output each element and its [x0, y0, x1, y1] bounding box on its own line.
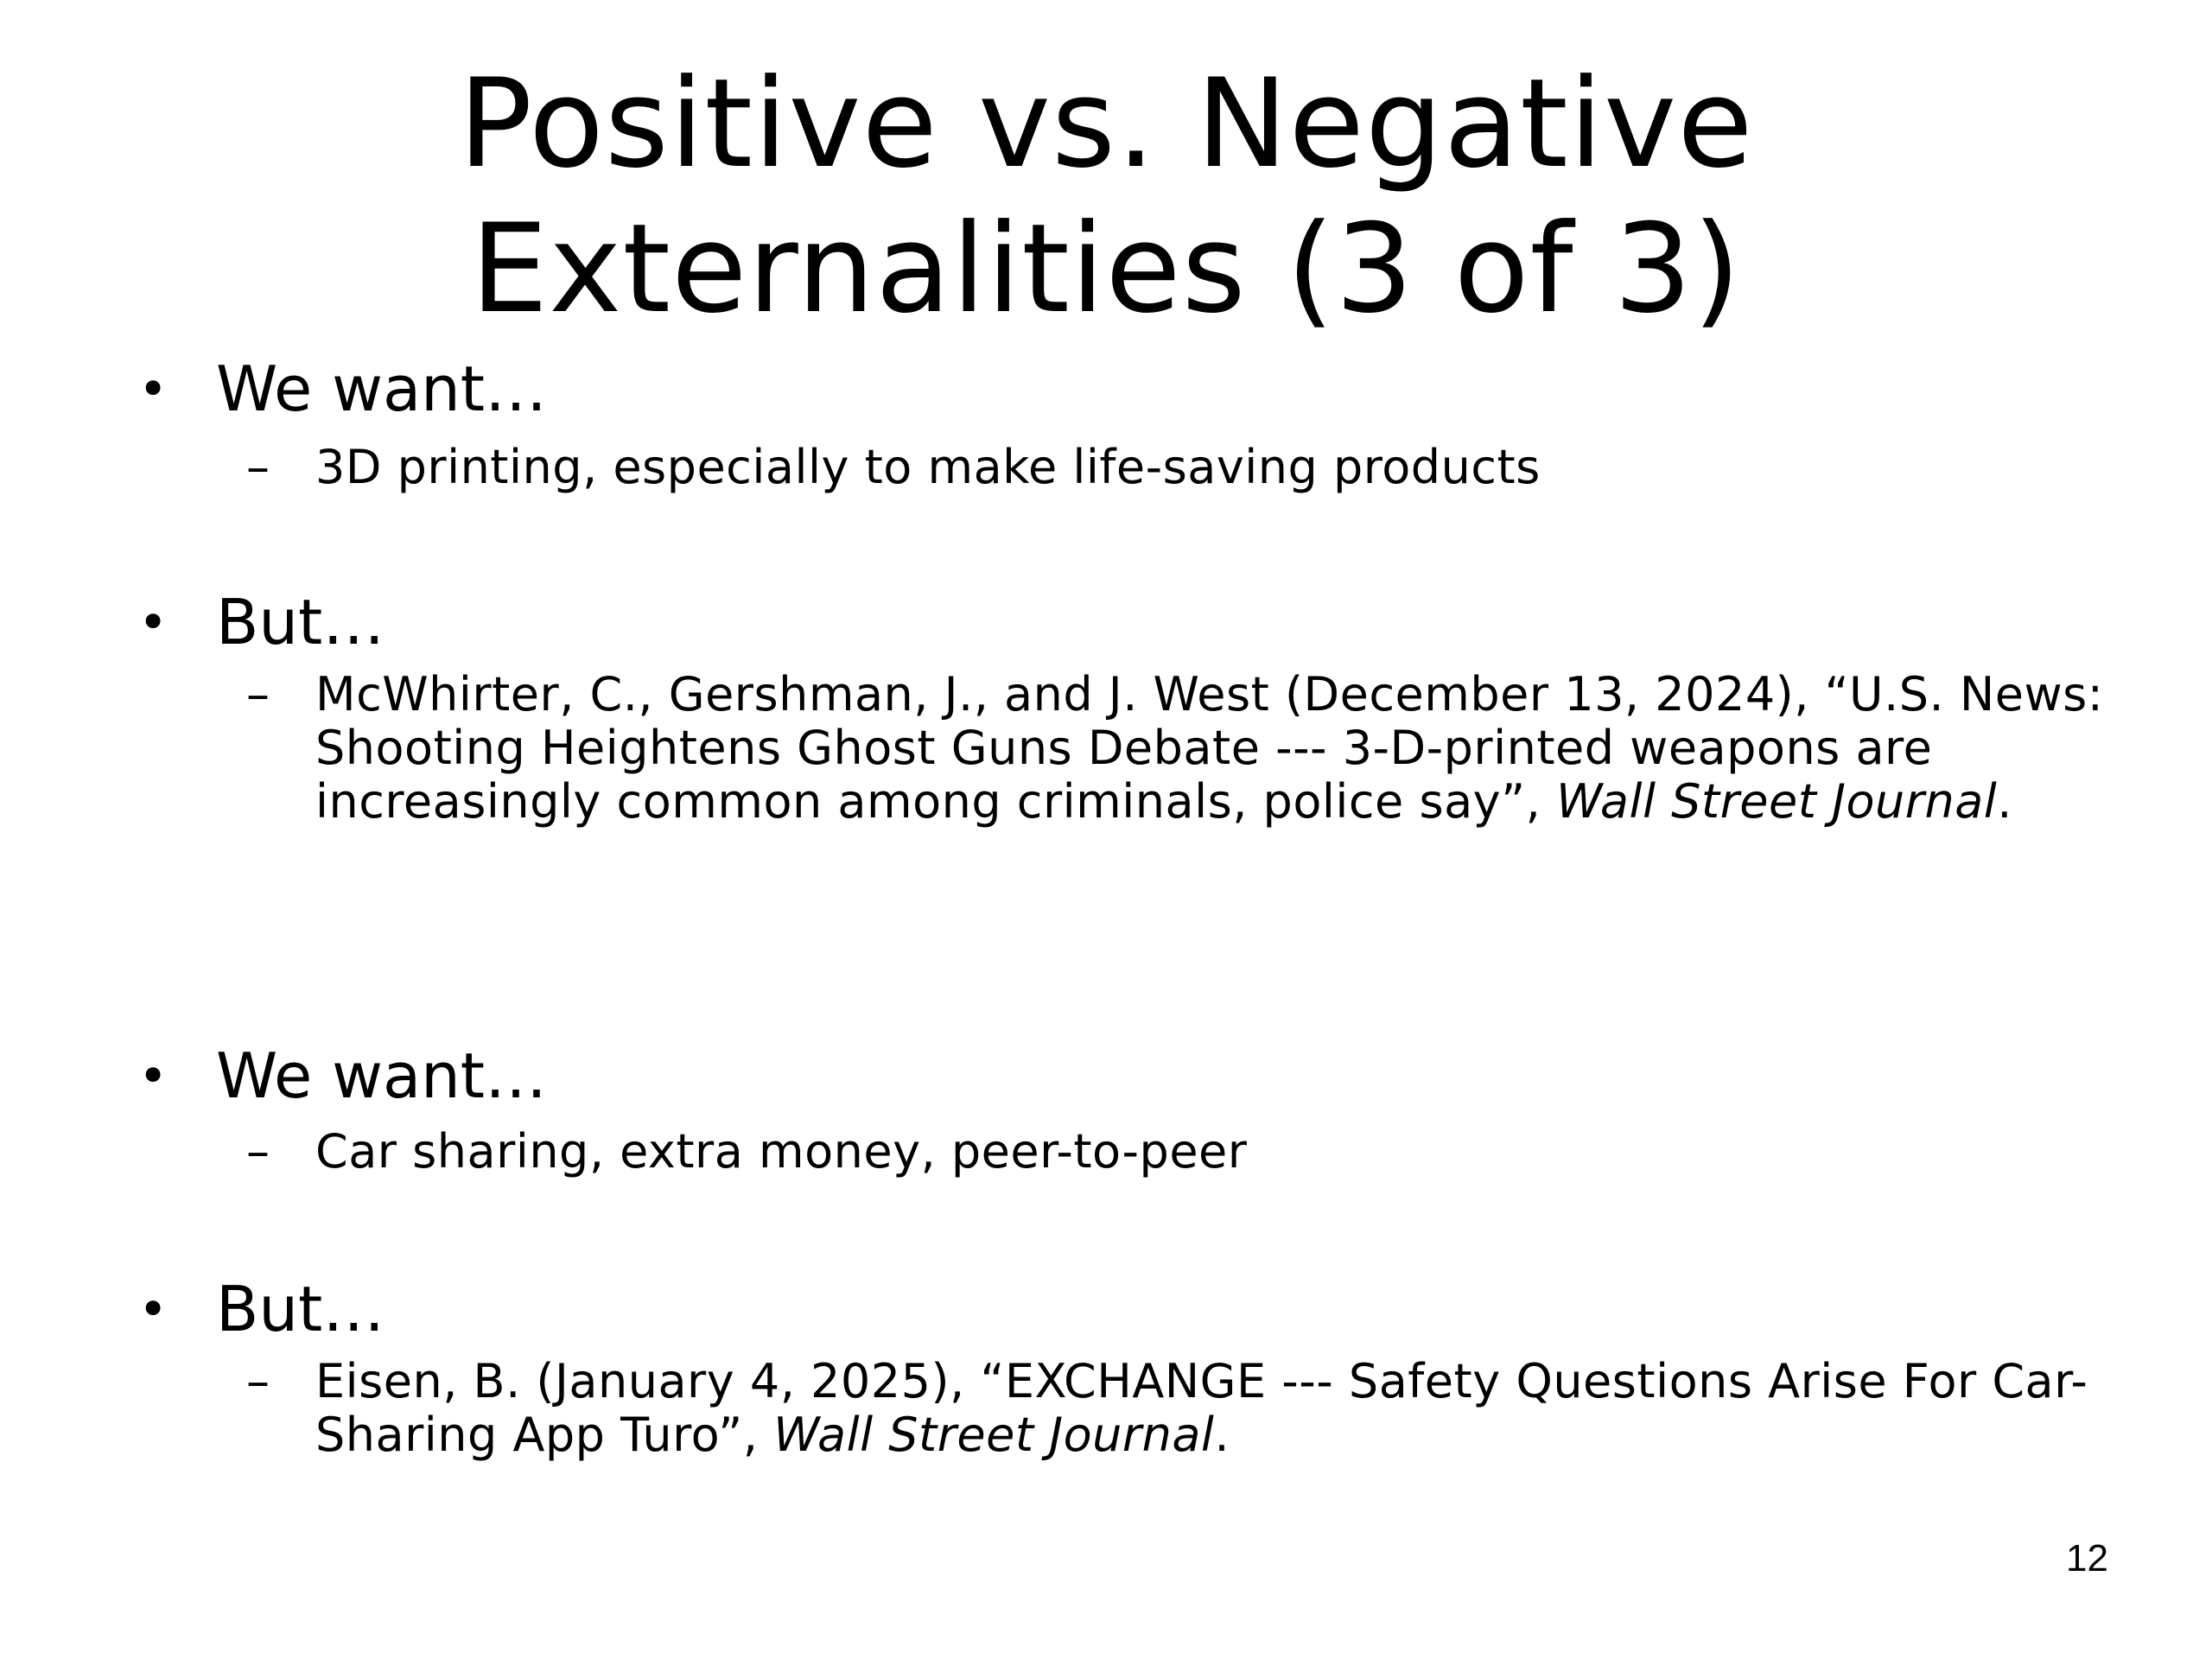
sub-bullet-text: Car sharing, extra money, peer-to-peer	[315, 1124, 1248, 1179]
dash-icon: –	[246, 667, 270, 721]
slide-title	[0, 52, 2212, 342]
bullet-icon: •	[138, 593, 168, 652]
bullet-lead: But…	[216, 1273, 385, 1345]
dash-icon: –	[246, 1354, 270, 1408]
citation-end: .	[1214, 1408, 1230, 1462]
bullet-lead: We want…	[216, 353, 548, 425]
bullet-lead: But…	[216, 586, 385, 658]
slide-title-line-1: Positive vs. Negative	[458, 53, 1754, 195]
citation-body: Eisen, B. (January 4, 2025), “EXCHANGE --- Safety Questions Arise For Car-Sharing App Turo”,	[315, 1354, 2088, 1462]
citation-source: Wall Street Journal	[773, 1408, 1215, 1462]
citation-text	[315, 668, 2113, 829]
bullet-icon: •	[138, 1046, 168, 1105]
bullet-lead: We want…	[216, 1039, 548, 1112]
slide-title-line-2: Externalities (3 of 3)	[470, 198, 1742, 340]
bullet-icon: •	[138, 1280, 168, 1338]
citation-text	[315, 1355, 2113, 1462]
dash-icon: –	[246, 440, 270, 494]
dash-icon: –	[246, 1124, 270, 1179]
page-number: 12	[2066, 1537, 2108, 1580]
citation-body: McWhirter, C., Gershman, J., and J. West (December 13, 2024), “U.S. News: Shooting Heightens Ghost Guns Debate --- 3-D-printed weapons are increasingly common among criminals, police say”,	[315, 667, 2104, 829]
citation-source: Wall Street Journal	[1555, 774, 1998, 829]
bullet-icon: •	[138, 359, 168, 418]
citation-end: .	[1997, 774, 2012, 829]
sub-bullet-text: 3D printing, especially to make life-saving products	[315, 440, 1541, 494]
